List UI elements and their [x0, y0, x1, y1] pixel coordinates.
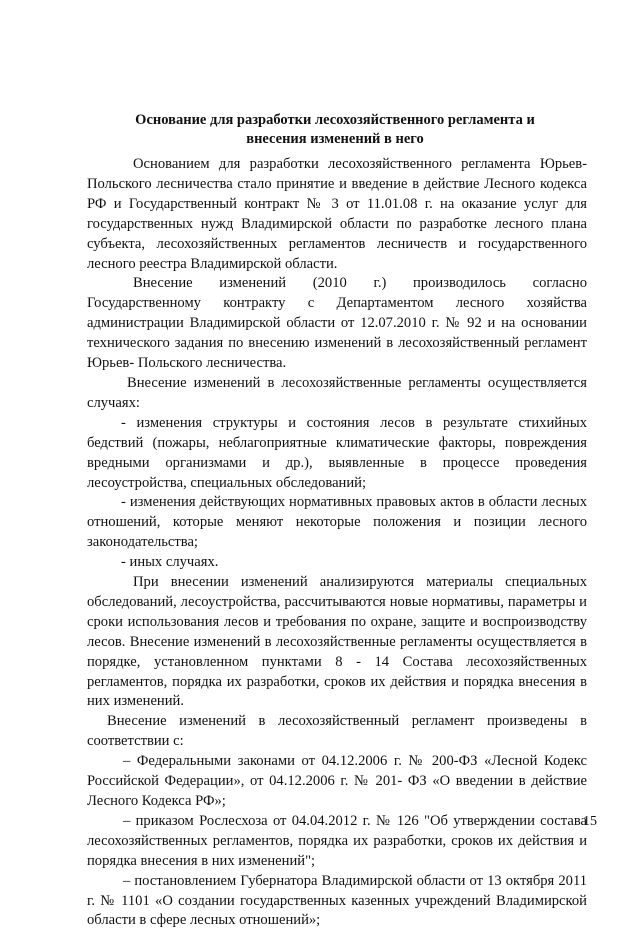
paragraph-changes-2010: Внесение изменений (2010 г.) производилось согласно Государственному контракту с Департаментом лесного хозяйства администрации Владимирской области от 12.07.2010 г. № 92 и на основании технического задания по внесению изменений в лесохозяйственный регламент Юрьев- Польского лесничества. — [87, 275, 587, 372]
list-item-governor-resolution: – постановлением Губернатора Владимирской области от 13 октября 2011 г. № 1101 «О создании государственных казенных учреждений Владимирской области в сфере лесных отношений»; — [87, 872, 587, 929]
page-number: 15 — [583, 814, 597, 829]
list-item-federal-laws: – Федеральными законами от 04.12.2006 г. № 200-ФЗ «Лесной Кодекс Российской Федерации», от 04.12.2006 г. № 201- ФЗ «О введении в действие Лесного Кодекса РФ»; — [87, 753, 587, 809]
paragraph-cases-intro: Внесение изменений в лесохозяйственные регламенты осуществляется случаях: — [87, 374, 587, 411]
list-item-legal-acts: - изменения действующих нормативных правовых актов в области лесных отношений, которые меняют некоторые положения и позиции лесного законодательства; — [87, 494, 587, 551]
list-item-rosleskhoz-order: – приказом Рослесхоза от 04.04.2012 г. № 126 "Об утверждении состава лесохозяйственных регламентов, порядка их разработки, сроков их действия и порядка внесения в них изменений"; — [87, 812, 587, 869]
list-item-other-cases: - иных случаях. — [121, 554, 219, 571]
document-body — [87, 155, 587, 931]
paragraph-analysis: При внесении изменений анализируются материалы специальных обследований, лесоустройства, рассчитываются новые нормативы, параметры и сроки использования лесов и требования по охране, защите и воспроизводству лесов. Внесение изменений в лесохозяйственные регламенты осуществляется в порядке, установленном пунктами 8 - 14 Состава лесохозяйственных регламентов, порядка их разработки, сроков их действия и порядка внесения в них изменений. — [87, 574, 587, 710]
list-item-forest-structure: - изменения структуры и состояния лесов в результате стихийных бедствий (пожары, неблагоприятные климатические факторы, повреждения вредными организмами и др.), выявленные в процессе проведения лесоустройства, специальных обследований; — [87, 414, 587, 491]
paragraph-basis: Основанием для разработки лесохозяйственного регламента Юрьев-Польского лесничества стало принятие и введение в действие Лесного кодекса РФ и Государственный контракт № 3 от 11.01.08 г. на оказание услуг для государственных нужд Владимирской области по разработке лесного плана субъекта, лесохозяйственных регламентов лесничеств и государственного лесного реестра Владимирской области. — [87, 156, 587, 272]
page-title: Основание для разработки лесохозяйственного регламента и внесения изменений в него — [135, 112, 535, 147]
paragraph-compliance-intro: Внесение изменений в лесохозяйственный регламент произведены в соответствии с: — [87, 713, 587, 750]
